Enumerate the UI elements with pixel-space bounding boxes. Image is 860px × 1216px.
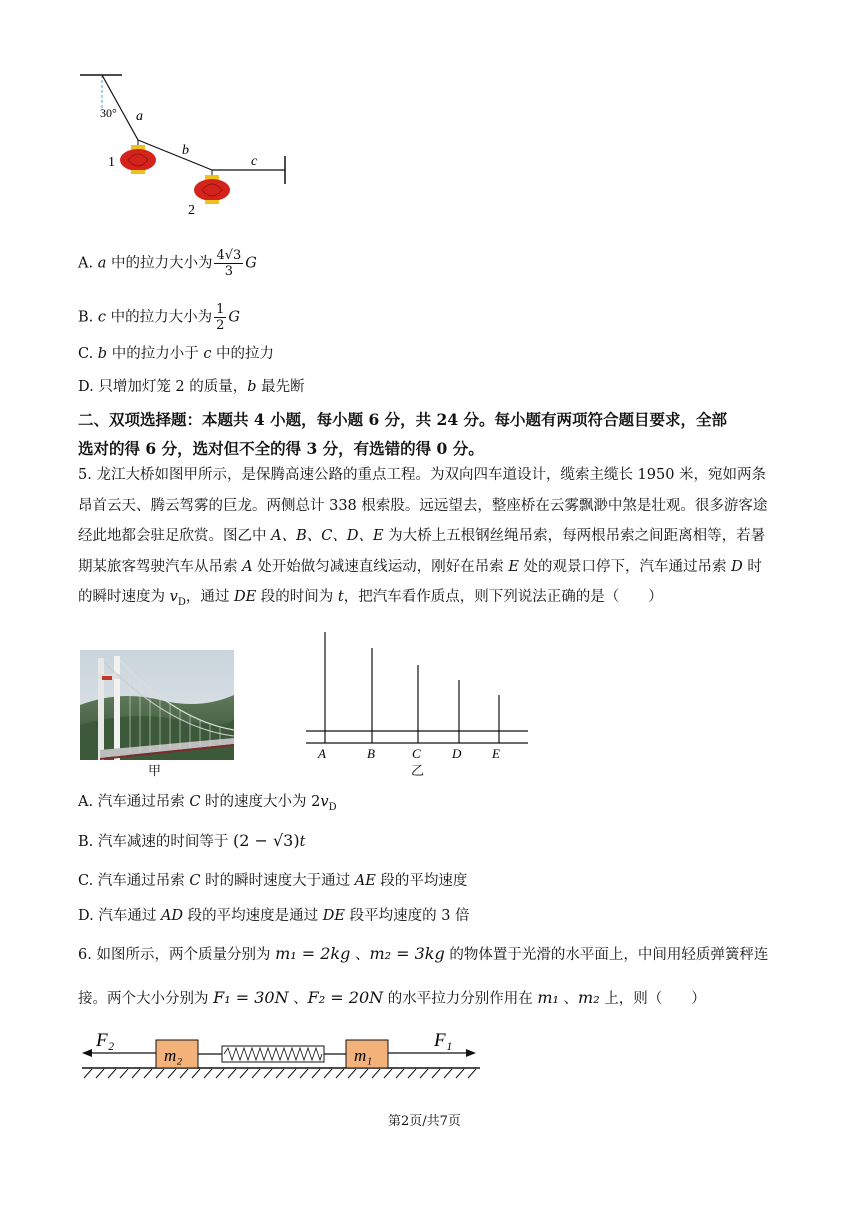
- cable-label-a: A: [318, 746, 326, 761]
- fig-yi-label: 乙: [411, 764, 425, 779]
- q6-line-1: 6. 如图所示，两个质量分别为 m₁ = 2kg 、m₂ = 3kg 的物体置于光滑的水平面上，中间用轻质弹簧秤连: [78, 944, 769, 963]
- ground-hatch: [84, 1069, 476, 1078]
- lantern-1-label: 1: [108, 155, 115, 170]
- q4-option-a: A. a 中的拉力大小为 $\frac{4√3}{3}$ G: [78, 248, 257, 279]
- lantern-figure: [78, 68, 298, 218]
- q4-option-d: D. 只增加灯笼 2 的质量，b 最先断: [78, 379, 305, 395]
- q4-option-c: C. b 中的拉力小于 c 中的拉力: [78, 346, 275, 362]
- fig-jia-label: 甲: [148, 764, 162, 779]
- f1-label: F₁: [434, 1030, 453, 1051]
- rope-b-label: b: [182, 143, 189, 158]
- f2-label: F₂: [96, 1030, 115, 1051]
- spring-block-figure: [78, 1020, 488, 1082]
- cable-label-c: C: [412, 746, 421, 761]
- page-footer: 第2页/共7页: [388, 1114, 461, 1129]
- lantern-2-label: 2: [188, 203, 195, 218]
- q5-stem: 5. 龙江大桥如图甲所示，是保腾高速公路的重点工程。为双向四车道设计，缆索主缆长 1950 米，宛如两条 昂首云天、腾云驾雾的巨龙。两侧总计 338 根索股。远远望去，整座桥在云雾飘渺中煞是壮观。很多游客途 经此地都会驻足欣赏。图乙中 A、B、C、D、E 为大桥上五根钢丝绳吊索，每两根吊索之间距离相等，若暑 期某旅客驾驶汽车从吊索 A 处开始做匀减速直线运动，刚好在吊索 E 处的观景口停下，汽车通过吊索 D 时 的瞬时速度为 $v_D$，通过 DE 段的时间为 t，把汽车看作质点，则下列说法正确的是（ ）: [78, 467, 768, 608]
- q5-option-d: D. 汽车通过 AD 段的平均速度是通过 DE 段平均速度的 3 倍: [78, 908, 470, 924]
- block-m2-label: m₂: [164, 1046, 183, 1065]
- cable-label-d: D: [452, 746, 462, 761]
- rope-c-label: c: [251, 154, 258, 169]
- q6-line-2: 接。两个大小分别为 F₁ = 30N 、F₂ = 20N 的水平拉力分别作用在 m₁ 、m₂ 上，则（ ）: [78, 988, 706, 1007]
- rope-a-label: a: [136, 109, 143, 124]
- cable-label-e: E: [492, 746, 500, 761]
- q5-option-b: B. 汽车减速的时间等于 (2 − √3)t: [78, 831, 306, 850]
- q5-option-c: C. 汽车通过吊索 C 时的瞬时速度大于通过 AE 段的平均速度: [78, 873, 468, 889]
- q4-option-b: B. c 中的拉力大小为 $\frac{1}{2}$ G: [78, 302, 240, 333]
- angle-label: 30°: [100, 106, 117, 120]
- cable-label-b: B: [367, 746, 375, 761]
- section-2-heading: 二、双项选择题：本题共 4 小题，每小题 6 分，共 24 分。每小题有两项符合题目要求，全部 选对的得 6 分，选对但不全的得 3 分，有选错的得 0 分。: [78, 410, 728, 458]
- q5-option-a: A. 汽车通过吊索 C 时的速度大小为 $2v_D$: [78, 794, 337, 813]
- bridge-photo: [80, 650, 234, 760]
- block-m1-label: m₁: [354, 1046, 373, 1065]
- spring-coil: [224, 1048, 322, 1060]
- cable-diagram: [300, 628, 532, 763]
- lantern-2-icon: [194, 170, 230, 204]
- spring-scale: [222, 1046, 324, 1062]
